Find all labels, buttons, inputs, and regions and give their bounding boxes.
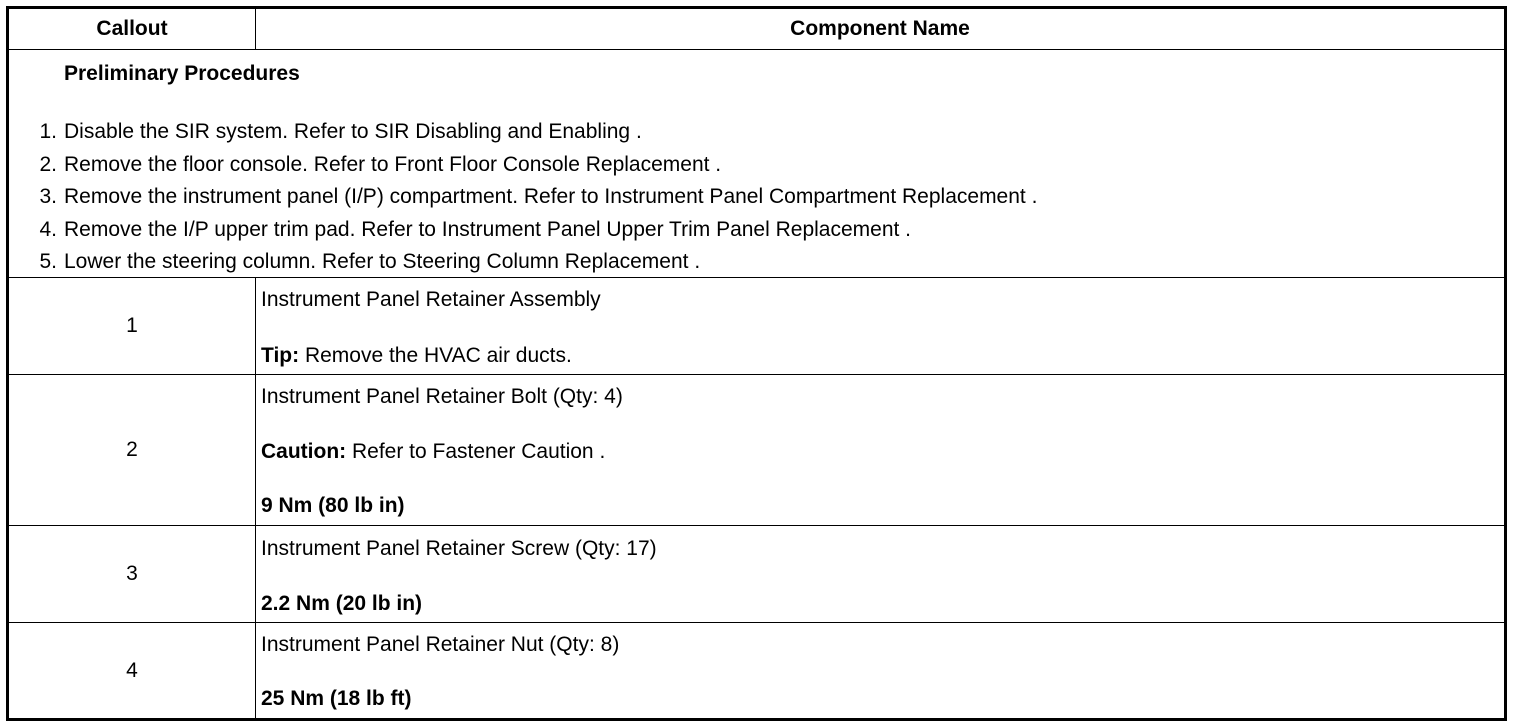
component-name: Instrument Panel Retainer Bolt (Qty: 4) (261, 385, 623, 408)
component-name: Instrument Panel Retainer Screw (Qty: 17) (261, 537, 657, 560)
table-header-row (8, 8, 1506, 50)
callout-cell: 4 (8, 623, 256, 720)
step-text: Lower the steering column. Refer to Steering Column Replacement . (64, 250, 701, 274)
step-number: 3. (39, 185, 57, 209)
tip-note (261, 344, 572, 368)
step-item (9, 149, 1037, 182)
callout-cell: 1 (8, 278, 256, 375)
step-number: 1. (39, 120, 57, 143)
step-number: 2. (39, 152, 57, 176)
component-name: Instrument Panel Retainer Nut (Qty: 8) (261, 633, 620, 656)
component-name: Instrument Panel Retainer Assembly (261, 288, 601, 311)
step-item (9, 246, 1037, 279)
tip-text: Remove the HVAC air ducts. (299, 344, 572, 367)
callout-cell: 3 (8, 526, 256, 623)
table-row (8, 623, 1506, 720)
step-item (9, 181, 1037, 214)
preliminary-title: Preliminary Procedures (64, 62, 300, 85)
component-cell (256, 623, 1506, 720)
component-cell (256, 278, 1506, 375)
torque-spec: 2.2 Nm (20 lb in) (261, 592, 423, 615)
callout-cell: 2 (8, 375, 256, 526)
table-row (8, 278, 1506, 375)
header-callout: Callout (8, 8, 256, 50)
step-text: Remove the instrument panel (I/P) compartment. Refer to Instrument Panel Compartment Replacement . (64, 185, 1038, 209)
step-text: Remove the I/P upper trim pad. Refer to Instrument Panel Upper Trim Panel Replacement . (64, 217, 912, 241)
caution-label: Caution: (261, 440, 347, 463)
preliminary-steps-list (9, 116, 1037, 279)
torque-spec: 25 Nm (18 lb ft) (261, 687, 412, 710)
step-number: 4. (39, 217, 57, 241)
step-text: Remove the floor console. Refer to Front Floor Console Replacement . (64, 152, 722, 176)
preliminary-cell (8, 50, 1506, 278)
step-item (9, 116, 1037, 149)
component-table (6, 6, 1507, 721)
preliminary-row (8, 50, 1506, 278)
component-cell (256, 375, 1506, 526)
torque-spec: 9 Nm (80 lb in) (261, 494, 405, 517)
step-text: Disable the SIR system. Refer to SIR Disabling and Enabling . (64, 120, 642, 143)
step-number: 5. (39, 250, 57, 274)
caution-text: Refer to Fastener Caution . (346, 440, 606, 463)
table-row (8, 526, 1506, 623)
caution-note (261, 440, 605, 464)
step-item (9, 214, 1037, 247)
component-cell (256, 526, 1506, 623)
table-row (8, 375, 1506, 526)
header-component-name: Component Name (256, 8, 1506, 50)
tip-label: Tip: (261, 344, 300, 367)
